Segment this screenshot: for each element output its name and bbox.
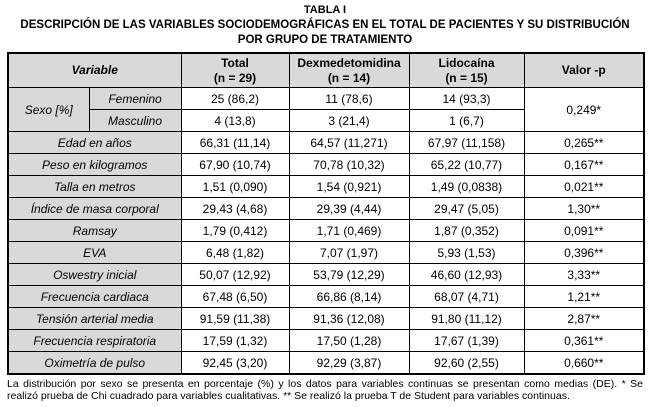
- table-row: [8, 330, 644, 352]
- row-label: Talla en metros: [8, 176, 181, 198]
- cell-lidocaina: 29,47 (5,05): [409, 198, 524, 220]
- col-header-total-n: (n = 29): [213, 70, 257, 85]
- cell-total: 6,48 (1,82): [181, 242, 289, 264]
- table-row: [8, 176, 644, 198]
- cell-lidocaina: 17,67 (1,39): [409, 330, 524, 352]
- cell-valor-p: 0,361**: [524, 330, 644, 352]
- row-label: Oximetría de pulso: [8, 352, 181, 374]
- table-row: [8, 198, 644, 220]
- cell-dexmedetomidina: 70,78 (10,32): [289, 154, 409, 176]
- cell-lidocaina: 68,07 (4,71): [409, 286, 524, 308]
- table-row: [8, 132, 644, 154]
- row-label: Frecuencia respiratoria: [8, 330, 181, 352]
- table-row: [8, 242, 644, 264]
- cell-valor-p: 0,091**: [524, 220, 644, 242]
- cell-valor-p: 0,021**: [524, 176, 644, 198]
- cell-total: 1,51 (0,090): [181, 176, 289, 198]
- col-header-total: [181, 53, 289, 88]
- cell-valor-p: 0,396**: [524, 242, 644, 264]
- row-sublabel-femenino: Femenino: [89, 88, 181, 110]
- row-sublabel-masculino: Masculino: [89, 110, 181, 132]
- cell-total: 91,59 (11,38): [181, 308, 289, 330]
- cell-valor-p-sexo: 0,249*: [524, 88, 644, 132]
- cell-dexmedetomidina: 29,39 (4,44): [289, 198, 409, 220]
- col-header-dexmedetomidina-label: Dexmedetomidina: [297, 56, 401, 71]
- cell-dexmedetomidina: 1,71 (0,469): [289, 220, 409, 242]
- cell-lidocaina: 91,80 (11,12): [409, 308, 524, 330]
- table-footnote: La distribución por sexo se presenta en porcentaje (%) y los datos para variables continuas se presentan como medias (DE). * Se realizó prueba de Chi cuadrado para variables cualitativas. ** Se realizó la prueba T de Student para variables continuas.: [7, 377, 643, 403]
- cell-valor-p: 3,33**: [524, 264, 644, 286]
- cell-dexmedetomidina: 3 (21,4): [289, 110, 409, 132]
- cell-dexmedetomidina: 66,86 (8,14): [289, 286, 409, 308]
- cell-lidocaina: 92,60 (2,55): [409, 352, 524, 374]
- cell-total: 4 (13,8): [181, 110, 289, 132]
- cell-total: 50,07 (12,92): [181, 264, 289, 286]
- cell-valor-p: 1,21**: [524, 286, 644, 308]
- col-header-total-label: Total: [221, 56, 249, 71]
- table-row-sexo-femenino: [8, 88, 644, 110]
- cell-lidocaina: 1 (6,7): [409, 110, 524, 132]
- col-header-variable: Variable: [8, 53, 181, 88]
- col-header-valor-p: Valor -p: [524, 53, 644, 88]
- cell-lidocaina: 14 (93,3): [409, 88, 524, 110]
- table-row: [8, 286, 644, 308]
- row-label: Frecuencia cardiaca: [8, 286, 181, 308]
- row-label: Edad en años: [8, 132, 181, 154]
- cell-lidocaina: 1,49 (0,0838): [409, 176, 524, 198]
- table-row: [8, 220, 644, 242]
- row-label: Tensión arterial media: [8, 308, 181, 330]
- cell-dexmedetomidina: 7,07 (1,97): [289, 242, 409, 264]
- cell-total: 67,90 (10,74): [181, 154, 289, 176]
- row-label: Ramsay: [8, 220, 181, 242]
- cell-lidocaina: 67,97 (11,158): [409, 132, 524, 154]
- cell-total: 17,59 (1,32): [181, 330, 289, 352]
- cell-dexmedetomidina: 91,36 (12,08): [289, 308, 409, 330]
- cell-dexmedetomidina: 11 (78,6): [289, 88, 409, 110]
- row-label-sexo: Sexo [%]: [8, 88, 89, 132]
- table-row: [8, 154, 644, 176]
- cell-valor-p: 0,265**: [524, 132, 644, 154]
- row-label: Oswestry inicial: [8, 264, 181, 286]
- cell-lidocaina: 46,60 (12,93): [409, 264, 524, 286]
- table-row: [8, 352, 644, 374]
- col-header-lidocaina: [409, 53, 524, 88]
- table-row: [8, 308, 644, 330]
- table-row: [8, 264, 644, 286]
- row-label: Peso en kilogramos: [8, 154, 181, 176]
- cell-valor-p: 0,167**: [524, 154, 644, 176]
- cell-dexmedetomidina: 64,57 (11,271): [289, 132, 409, 154]
- cell-total: 1,79 (0,412): [181, 220, 289, 242]
- cell-total: 66,31 (11,14): [181, 132, 289, 154]
- cell-valor-p: 0,660**: [524, 352, 644, 374]
- cell-total: 92,45 (3,20): [181, 352, 289, 374]
- cell-dexmedetomidina: 1,54 (0,921): [289, 176, 409, 198]
- header-row: [8, 53, 644, 88]
- data-table: [7, 52, 645, 375]
- row-label: Índice de masa corporal: [8, 198, 181, 220]
- cell-dexmedetomidina: 17,50 (1,28): [289, 330, 409, 352]
- cell-total: 67,48 (6,50): [181, 286, 289, 308]
- cell-lidocaina: 1,87 (0,352): [409, 220, 524, 242]
- row-label: EVA: [8, 242, 181, 264]
- cell-dexmedetomidina: 92,29 (3,87): [289, 352, 409, 374]
- cell-valor-p: 1,30**: [524, 198, 644, 220]
- col-header-dexmedetomidina: [289, 53, 409, 88]
- col-header-dexmedetomidina-n: (n = 14): [327, 70, 371, 85]
- cell-total: 25 (86,2): [181, 88, 289, 110]
- cell-lidocaina: 5,93 (1,53): [409, 242, 524, 264]
- col-header-lidocaina-label: Lidocaína: [438, 56, 495, 71]
- cell-dexmedetomidina: 53,79 (12,29): [289, 264, 409, 286]
- table-subtitle: DESCRIPCIÓN DE LAS VARIABLES SOCIODEMOGRÁFICAS EN EL TOTAL DE PACIENTES Y SU DISTRIBUCIÓN POR GRUPO DE TRATAMIENTO: [20, 19, 630, 46]
- cell-lidocaina: 65,22 (10,77): [409, 154, 524, 176]
- col-header-lidocaina-n: (n = 15): [445, 70, 488, 85]
- cell-valor-p: 2,87**: [524, 308, 644, 330]
- cell-total: 29,43 (4,68): [181, 198, 289, 220]
- table-number-title: TABLA I: [303, 4, 347, 16]
